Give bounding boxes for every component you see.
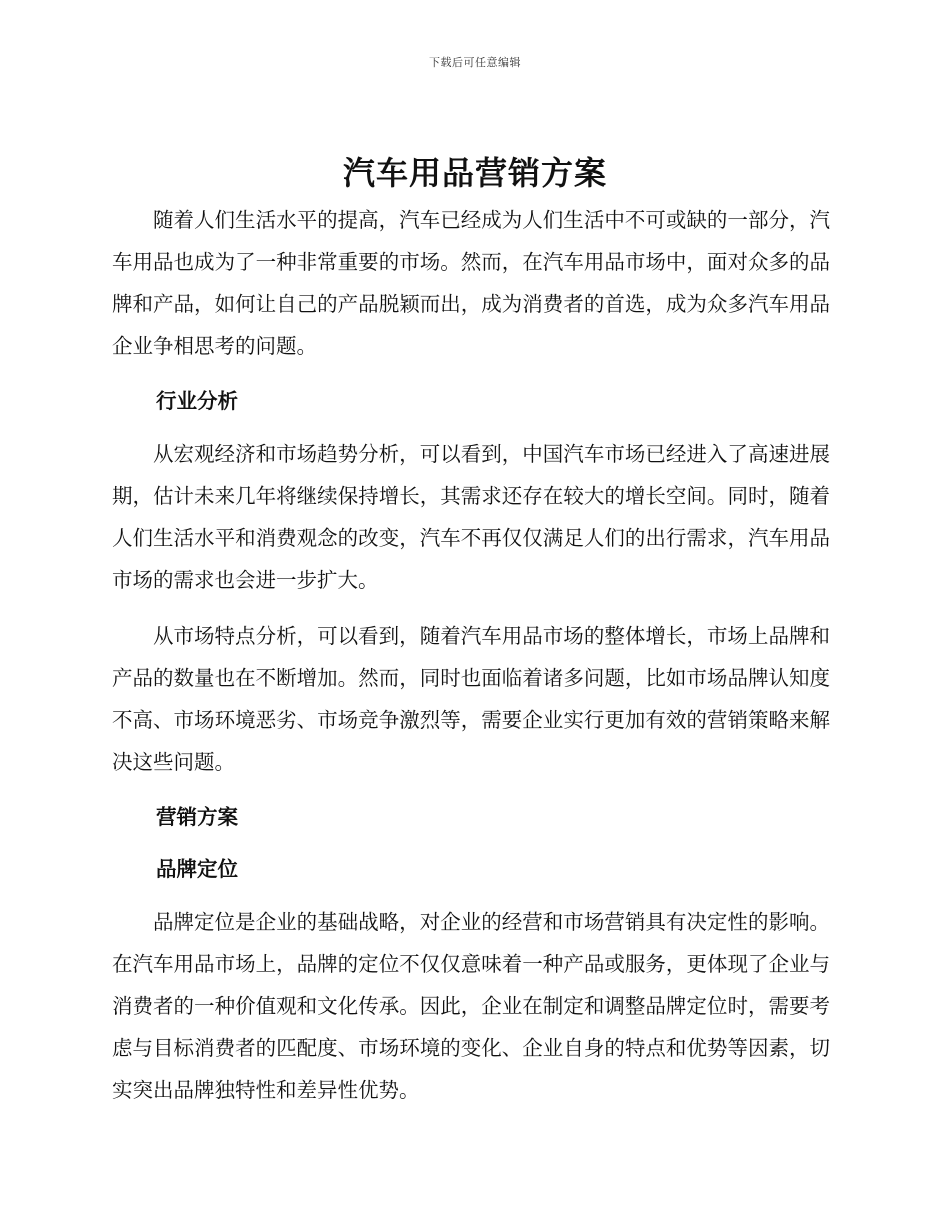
- document-body: [112, 199, 830, 1125]
- intro-paragraph: 随着人们生活水平的提高，汽车已经成为人们生活中不可或缺的一部分，汽车用品也成为了一种非常重要的市场。然而，在汽车用品市场中，面对众多的品牌和产品，如何让自己的产品脱颖而出，成为消费者的首选，成为众多汽车用品企业争相思考的问题。: [112, 208, 830, 358]
- page-header-note: 下载后可任意编辑: [429, 56, 521, 69]
- industry-analysis-paragraph-2: 从市场特点分析，可以看到，随着汽车用品市场的整体增长，市场上品牌和产品的数量也在不断增加。然而，同时也面临着诸多问题，比如市场品牌认知度不高、市场环境恶劣、市场竞争激烈等，需要企业实行更加有效的营销策略来解决这些问题。: [112, 624, 830, 774]
- brand-positioning-paragraph: 品牌定位是企业的基础战略，对企业的经营和市场营销具有决定性的影响。在汽车用品市场上，品牌的定位不仅仅意味着一种产品或服务，更体现了企业与消费者的一种价值观和文化传承。因此，企业在制定和调整品牌定位时，需要考虑与目标消费者的匹配度、市场环境的变化、企业自身的特点和优势等因素，切实突出品牌独特性和差异性优势。: [112, 910, 830, 1102]
- section-heading-industry-analysis: 行业分析: [156, 389, 238, 413]
- section-heading-marketing-plan: 营销方案: [156, 805, 238, 829]
- document-title: 汽车用品营销方案: [342, 154, 607, 192]
- subsection-heading-brand-positioning: 品牌定位: [156, 857, 238, 881]
- industry-analysis-paragraph-1: 从宏观经济和市场趋势分析，可以看到，中国汽车市场已经进入了高速进展期，估计未来几年将继续保持增长，其需求还存在较大的增长空间。同时，随着人们生活水平和消费观念的改变，汽车不再仅仅满足人们的出行需求，汽车用品市场的需求也会进一步扩大。: [112, 442, 830, 592]
